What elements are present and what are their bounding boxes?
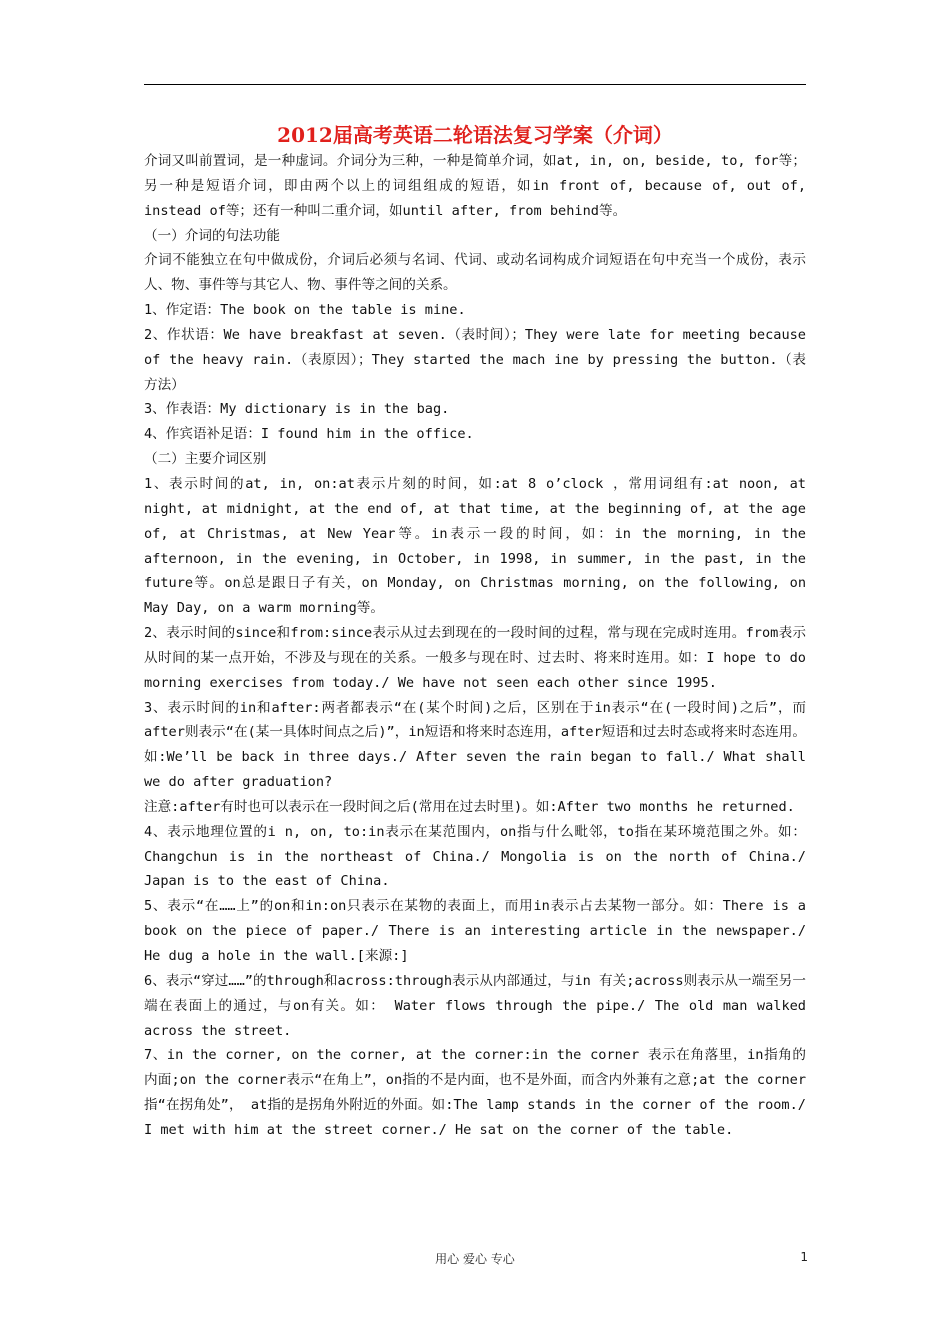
- list-item: 4、作宾语补足语：I found him in the office.: [144, 426, 474, 443]
- list-item: 3、作表语：My dictionary is in the bag.: [144, 401, 450, 418]
- section-heading: （二）主要介词区别: [144, 451, 267, 468]
- list-item: 2、作状语：We have breakfast at seven.（表时间）；They were late for meeting because of the heavy rain.（表原因）；They started the mach ine by pressing the button.（表方法）: [144, 326, 806, 393]
- list-item: 1、表示时间的at, in, on:at表示片刻的时间，如:at 8 o’clock ，常用词组有:at noon, at night, at midnight, at the end of, at that time, at the beginning of, at the age of, at Christmas, at New Year等。in表示一段的时间，如：in the morning, in the afternoon, in the evening, in October, in 1998, in summer, in the past, in the future等。on总是跟日子有关，on Monday, on Christmas morning, on the following, on May Day, on a warm morning等。: [144, 475, 806, 617]
- document-title: 2012届高考英语二轮语法复习学案（介词）: [277, 123, 673, 147]
- page-number: 1: [800, 1250, 808, 1264]
- footer-text: 用心 爱心 专心: [435, 1252, 515, 1266]
- note: 注意:after有时也可以表示在一段时间之后(常用在过去时里)。如:After two months he returned.: [144, 798, 795, 815]
- list-item: 7、in the corner, on the corner, at the corner:in the corner 表示在角落里，in指角的内面;on the corner表示“在角上”，on指的不是内面，也不是外面，而含内外兼有之意;at the corner指“在拐角处”， at指的是拐角外附近的外面。如:The lamp stands in the corner of the room./ I met with him at the street corner./ He sat on the corner of the table.: [144, 1047, 806, 1138]
- paragraph: 介词又叫前置词，是一种虚词。介词分为三种，一种是简单介词，如at, in, on, beside, to, for等；另一种是短语介词，即由两个以上的词组组成的短语，如in front of, because of, out of, instead of等；还有一种叫二重介词，如until after, from behind等。: [144, 153, 806, 219]
- list-item: 3、表示时间的in和after:两者都表示“在(某个时间)之后，区别在于in表示“在(一段时间)之后”，而after则表示“在(某一具体时间点之后)”，in短语和将来时态连用，after短语和过去时态或将来时态连用。如:We’ll be back in three days./ After seven the rain began to fall./ What shall we do after graduation?: [144, 699, 806, 791]
- document-body: [144, 149, 806, 1143]
- list-item: 2、表示时间的since和from:since表示从过去到现在的一段时间的过程，常与现在完成时连用。from表示从时间的某一点开始，不涉及与现在的关系。一般多与现在时、过去时、将来时连用。如：I hope to do morning exercises from today./ We have not seen each other since 1995.: [144, 625, 806, 691]
- paragraph: 介词不能独立在句中做成份，介词后必须与名词、代词、或动名词构成介词短语在句中充当一个成份，表示人、物、事件等与其它人、物、事件等之间的关系。: [144, 252, 806, 294]
- section-heading: （一）介词的句法功能: [144, 227, 280, 244]
- list-item: 6、表示“穿过……”的through和across:through表示从内部通过，与in 有关;across则表示从一端至另一端在表面上的通过，与on有关。如： Water flows through the pipe./ The old man walked across the street.: [144, 972, 806, 1039]
- header-rule: [144, 84, 806, 85]
- list-item: 4、表示地理位置的i n, on, to:in表示在某范围内，on指与什么毗邻，to指在某环境范围之外。如：Changchun is in the northeast of China./ Mongolia is on the north of China./ Japan is to the east of China.: [144, 823, 806, 890]
- list-item: 5、表示“在……上”的on和in:on只表示在某物的表面上，而用in表示占去某物一部分。如：There is a book on the piece of paper./ There is an interesting article in the newspaper./ He dug a hole in the wall.[来源:]: [144, 898, 806, 964]
- list-item: 1、作定语：The book on the table is mine.: [144, 302, 466, 319]
